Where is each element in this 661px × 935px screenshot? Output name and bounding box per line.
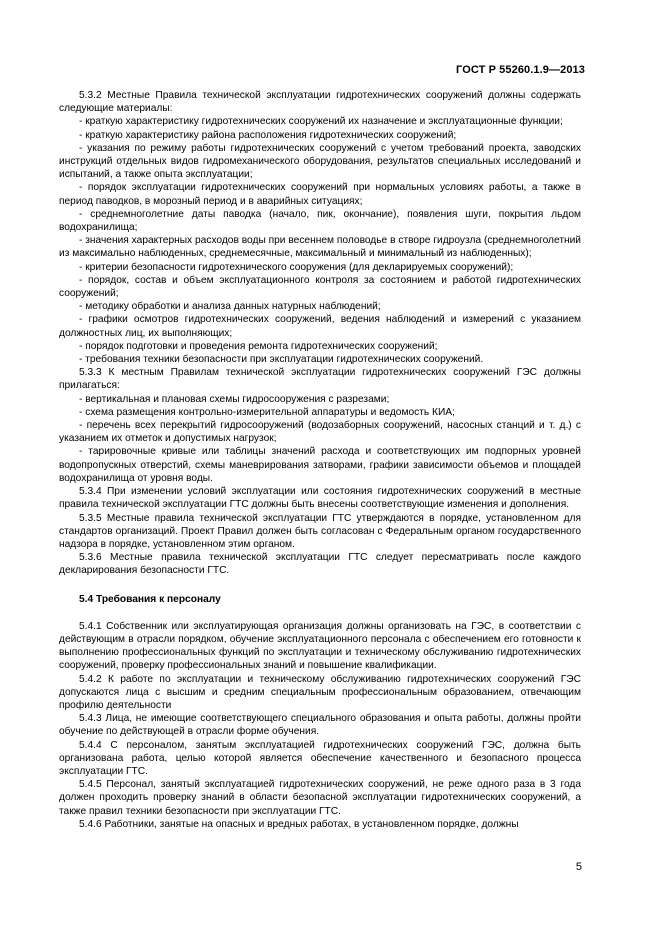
list-item: - критерии безопасности гидротехнического сооружения (для декларируемых сооружений);	[79, 261, 514, 273]
paragraph: 5.3.3 К местным Правилам технической эксплуатации гидротехнических сооружений ГЭС должны прилагаться:	[59, 367, 581, 392]
paragraph: 5.3.4 При изменении условий эксплуатации или состояния гидротехнических сооружений в местные правила технической эксплуатации ГТС должны быть внесены соответствующие изменения и дополнения.	[59, 486, 581, 511]
paragraph: 5.4.5 Персонал, занятый эксплуатацией гидротехнических сооружений, не реже одного раза в 3 года должен проходить проверку знаний в области безопасной эксплуатации гидротехнических сооружений, а также правил техники безопасности при эксплуатации ГТС.	[59, 779, 581, 817]
list-item: - порядок эксплуатации гидротехнических сооружений при нормальных условиях работы, а также в период паводков, в морозный период и в аварийных ситуациях;	[59, 182, 581, 207]
list-item: - перечень всех перекрытий гидросооружений (водозаборных сооружений, насосных станций и т. д.) с указанием их отметок и допустимых нагрузок;	[59, 420, 581, 445]
list-item: - схема размещения контрольно-измерительной аппаратуры и ведомость КИА;	[79, 406, 455, 418]
paragraph: 5.3.6 Местные правила технической эксплуатации ГТС следует пересматривать после каждого декларирования безопасности ГТС.	[59, 552, 581, 577]
paragraph: 5.4.4 С персоналом, занятым эксплуатацией гидротехнических сооружений ГЭС, должна быть организована работа, целью которой является обеспечение качественного и безопасного процесса эксплуатации ГТС.	[59, 739, 581, 777]
list-item: - порядок подготовки и проведения ремонта гидротехнических сооружений;	[79, 340, 438, 352]
list-item: - краткую характеристику гидротехнических сооружений их назначение и эксплуатационные функции;	[79, 116, 563, 128]
list-item: - краткую характеристику района расположения гидротехнических сооружений;	[79, 129, 457, 141]
list-item: - вертикальная и плановая схемы гидросооружения с разрезами;	[79, 393, 390, 405]
paragraph: 5.4.2 К работе по эксплуатации и техническому обслуживанию гидротехнических сооружений ГЭС допускаются лица с высшим и средним специальным профессиональным образованием, отвечающим профилю деятельности	[59, 673, 581, 711]
paragraph: 5.3.5 Местные правила технической эксплуатации ГТС утверждаются в порядке, установленном для стандартов организаций. Проект Правил должен быть согласован с Федеральным органом государственного надзора в порядке, установленном этим органом.	[59, 512, 581, 550]
section-heading: 5.4 Требования к персоналу	[79, 593, 221, 605]
list-item: - требования техники безопасности при эксплуатации гидротехнических сооружений.	[79, 354, 484, 366]
page-body	[59, 89, 581, 831]
paragraph: 5.4.1 Собственник или эксплуатирующая организация должны организовать на ГЭС, в соответствии с действующим в отрасли порядком, обучение эксплуатационного персонала с обеспечением его готовности к выполнению профессиональных функций по эксплуатации и техническому обслуживанию гидротехнических сооружений, проверку профессиональных знаний и повышение квалификации.	[59, 620, 581, 672]
paragraph: 5.4.3 Лица, не имеющие соответствующего специального образования и опыта работы, должны пройти обучение по действующей в отрасли форме обучения.	[59, 713, 581, 738]
list-item: - методику обработки и анализа данных натурных наблюдений;	[79, 301, 381, 313]
list-item: - графики осмотров гидротехнических сооружений, ведения наблюдений и измерений с указанием должностных лиц, их выполняющих;	[59, 314, 581, 339]
document-code: ГОСТ Р 55260.1.9—2013	[456, 64, 585, 76]
list-item: - указания по режиму работы гидротехнических сооружений с учетом требований проекта, заводских инструкций отдельных видов гидромеханического оборудования, результатов специальных исследований и испытаний, а также опыта эксплуатации;	[59, 142, 581, 181]
list-item: - порядок, состав и объем эксплуатационного контроля за состоянием и работой гидротехнических сооружений;	[59, 274, 581, 300]
paragraph: 5.3.2 Местные Правила технической эксплуатации гидротехнических сооружений должны содержать следующие материалы:	[59, 90, 581, 115]
page-number: 5	[575, 861, 582, 873]
list-item: - значения характерных расходов воды при весеннем половодье в створе гидроузла (среднемноголетний из максимально наблюденных, среднемесячные, максимальный и минимальный из наблюденных);	[59, 235, 581, 260]
list-item: - тарировочные кривые или таблицы значений расхода и соответствующих им подпорных уровней водопропускных отверстий, схемы маневрирования затворами, графики зависимости объемов и площадей водохранилища от уровня воды.	[59, 446, 581, 484]
list-item: - среднемноголетние даты паводка (начало, пик, окончание), появления шуги, покрытия льдом водохранилища;	[59, 208, 581, 234]
paragraph: 5.4.6 Работники, занятые на опасных и вредных работах, в установленном порядке, должны	[79, 818, 519, 830]
